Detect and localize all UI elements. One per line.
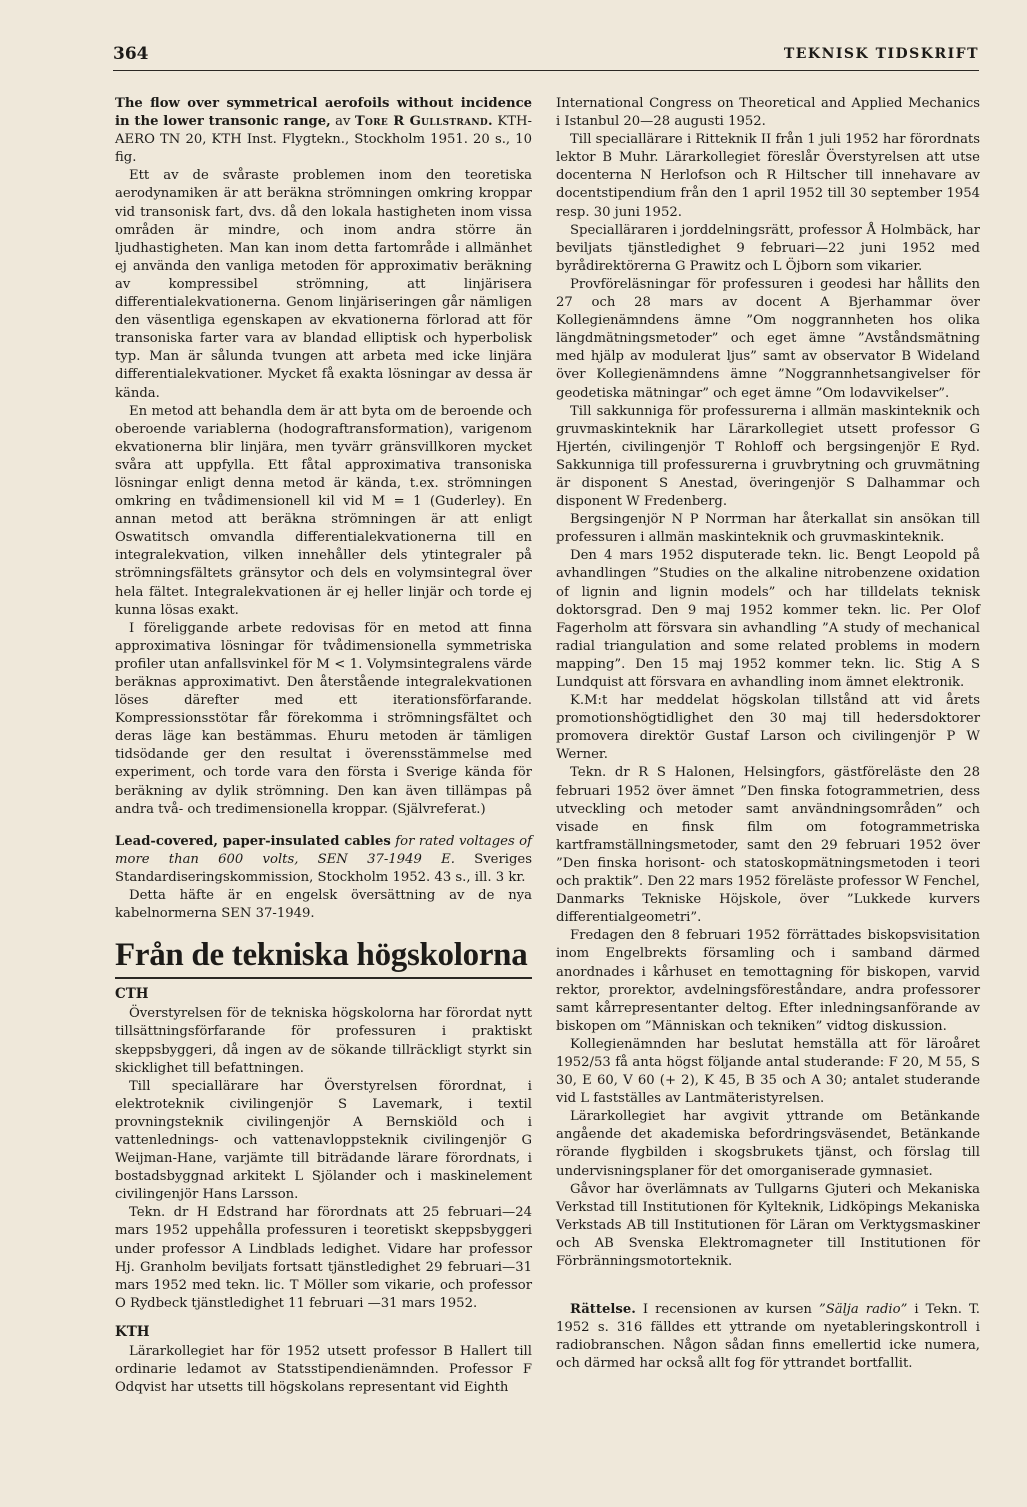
- kth-paragraph-3: Specialläraren i jorddelningsrätt, professor Å Holmbäck, har beviljats tjänstledighet 9 februari—22 juni 1952 med byrådirektörerna G Prawitz och L Öjborn som vikarier.: [556, 222, 980, 274]
- review-cables-paragraph: Detta häfte är en engelsk översättning av de nya kabelnormerna SEN 37-1949.: [115, 888, 532, 922]
- section-rule: [115, 977, 532, 979]
- kth-paragraph-11: Kollegienämnden har beslutat hemställa att för läroåret 1952/53 få anta högst följande antal studerande: F 20, M 55, S 30, E 60, V 60 (+ 2), K 45, B 35 och A 30; antalet studerande vid L fastställes av Lantmäteristyrelsen.: [556, 1036, 980, 1107]
- kth-paragraph-13: Gåvor har överlämnats av Tullgarns Gjuteri och Mekaniska Verkstad till Institutionen för Kylteknik, Lidköpings Mekaniska Verkstads AB till Institutionen för Läran om Verktygsmaskiner och AB Svenska Elektromagneter till Institutionen för Förbränningsmotorteknik.: [556, 1181, 980, 1269]
- review-aerofoils-paragraph-2: En metod att behandla dem är att byta om de beroende och oberoende variablerna (hodograftransformation), varigenom ekvationerna blir linjära, men tyvärr gränsvillkoren mycket svåra att uppfylla. Ett fåtal approximativa transoniska lösningar enligt denna metod är kända, t.ex. strömningen omkring en tvådimensionell kil vid M = 1 (Guderley). En annan metod att beräkna strömningen är att enligt Oswatitsch omvandla differentialekvationerna till en integralekvation, vilken innehåller dels ytintegraler på strömningsfältets gränsytor och dels en volymsintegral över hela fältet. Integralekvationen är ej heller linjär och torde ej kunna lösas exakt.: [115, 403, 532, 618]
- review-cables-ref: Sveriges Standardiseringskommission, Stockholm 1952. 43 s., ill. 3 kr.: [115, 851, 532, 885]
- review-cables-heading: [115, 833, 532, 887]
- section-title: Från de tekniska högskolorna: [115, 937, 528, 974]
- cth-heading: CTH: [115, 986, 149, 1003]
- correction-text-pre: I recensionen av kursen: [642, 1302, 812, 1318]
- cth-paragraph-1: Överstyrelsen för de tekniska högskolorna har förordat nytt tillsättningsförfarande för professuren i praktiskt skeppsbyggeri, då ingen av de sökande tillräckligt styrkt sin skicklighet till befattningen.: [115, 1006, 532, 1076]
- cth-paragraph-3: Tekn. dr H Edstrand har förordnats att 25 februari—24 mars 1952 uppehålla professuren i teoretiskt skeppsbyggeri under professor A Lindblads ledighet. Vidare har professor Hj. Granholm beviljats fortsatt tjänstledighet 29 februari—31 mars 1952 med tekn. lic. T Möller som vikarie, och professor O Rydbeck tjänstledighet 11 februari —31 mars 1952.: [115, 1205, 532, 1311]
- kth-paragraph-8: K.M:t har meddelat högskolan tillstånd att vid årets promotionshögtidlighet den 30 maj till hedersdoktorer promovera direktör Gustaf Larson och civilingenjör P W Werner.: [556, 693, 980, 763]
- page-number: 364: [113, 44, 149, 64]
- review-aerofoils-ref: KTH-AERO TN 20, KTH Inst. Flygtekn., Stockholm 1951. 20 s., 10 fig.: [115, 114, 532, 166]
- review-cables-title: Lead-covered, paper-insulated cables: [115, 833, 391, 849]
- review-aerofoils-paragraph-3: I föreliggande arbete redovisas för en metod att finna approximativa lösningar för tvådimensionella symmetriska profiler utan anfallsvinkel för M < 1. Volymsintegralens värde beräknas approximativt. Den återstående integralekvationen löses därefter med ett iterationsförfarande. Kompressionsstötar får förekomma i strömningsfältet och deras läge kan bestämmas. Ehuru metoden är tämligen tidsödande ger den resultat i överensstämmelse med experiment, och torde vara den första i Sverige kända för beräkning av dylik strömning. Den kan även tillämpas på andra två- och tredimensionella kroppar. (Självreferat.): [115, 620, 532, 817]
- journal-title: TEKNISK TIDSKRIFT: [783, 46, 979, 62]
- review-aerofoils-author: Tore R Gullstrand.: [354, 114, 493, 130]
- correction-title: ”Sälja radio”: [818, 1302, 908, 1318]
- review-aerofoils-paragraph-1: Ett av de svåraste problemen inom den teoretiska aerodynamiken är att beräkna strömningen omkring kroppar vid transonisk fart, dvs. då den lokala hastigheten inom vissa områden är mindre, och inom andra större än ljudhastigheten. Man kan inom detta fartområde i allmänhet ej använda den vanliga metoden för approximativ beräkning av kompressibel strömning, att linjärisera differentialekvationerna. Genom linjäriseringen går nämligen den väsentliga egenskapen av ekvationerna förlorad att för transoniska farter vara av blandad elliptisk och hyperbolisk typ. Man är sålunda tvungen att arbeta med icke linjära differentialekvationer. Mycket få exakta lösningar av dessa är kända.: [115, 168, 532, 401]
- kth-heading: KTH: [115, 1323, 150, 1340]
- spacer: [556, 1271, 980, 1301]
- left-column: [115, 95, 532, 1397]
- kth-paragraph-2: Till speciallärare i Ritteknik II från 1 juli 1952 har förordnats lektor B Muhr. Lärarkollegiet föreslår Överstyrelsen att utse docenterna N Herlofson och R Hiltscher till innehavare av docentstipendium från den 1 april 1952 till 30 september 1954 resp. 30 juni 1952.: [556, 132, 980, 220]
- review-aerofoils-by: av: [335, 114, 351, 130]
- spacer: [115, 819, 532, 833]
- kth-paragraph-4: Provföreläsningar för professuren i geodesi har hållits den 27 och 28 mars av docent A Bjerhammar över Kollegienämndens ämne ”Om noggrannheten hos olika längdmätningsmetoder” och eget ämne ”Avståndsmätning med hjälp av modulerat ljus” samt av observator B Wideland över Kollegienämndens ämne ”Noggrannhetsangivelser för geodetiska mätningar” och eget ämne ”Om lodavvikelser”.: [556, 276, 980, 401]
- review-cables-title-italic: for rated voltages of more than 600 volts, SEN 37-1949 E.: [115, 833, 532, 867]
- kth-paragraph-9: Tekn. dr R S Halonen, Helsingfors, gästföreläste den 28 februari 1952 över ämnet ”Den finska fotogrammetrien, dess utveckling och metoder samt användningsområden” och visade en finsk film om fotogrammetriska kartframställningsmetoder, samt den 29 februari 1952 över ”Den finska horisont- och statoskopmätningsmetoden i teori och praktik”. Den 22 mars 1952 föreläste professor W Fenchel, Danmarks Tekniske Höjskole, över ”Lukkede kurvers differentialgeometri”.: [556, 765, 980, 926]
- kth-paragraph-5: Till sakkunniga för professurerna i allmän maskinteknik och gruvmaskinteknik har Lärarkollegiet utsett professor G Hjertén, civilingenjör T Rohloff och bergsingenjör E Ryd. Sakkunniga till professurerna i gruvbrytning och gruvmätning är disponent S Anestad, överingenjör S Dalhammar och disponent W Fredenberg.: [556, 403, 980, 510]
- review-aerofoils-title: The flow over symmetrical aerofoils without incidence in the lower transonic range,: [115, 96, 532, 130]
- cth-paragraph-2: Till speciallärare har Överstyrelsen förordnat, i elektroteknik civilingenjör S Lavemark, i textil provningsteknik civilingenjör A Bernskiöld och i vattenlednings- och vattenavloppsteknik civilingenjör G Weijman-Hane, varjämte till biträdande lärare förordnats, i bostadsbyggnad arkitekt L Sjölander och i maskinelement civilingenjör Hans Larsson.: [115, 1078, 532, 1203]
- kth-paragraph-10: Fredagen den 8 februari 1952 förrättades biskopsvisitation inom Engelbrekts församling och i samband därmed anordnades i kårhuset en temottagning för biskopen, varvid rektor, prorektor, avdelningsföreståndare, andra professorer samt kårrepresentanter deltog. Efter inledningsanförande av biskopen om ”Människan och tekniken” vidtog diskussion.: [556, 928, 980, 1034]
- correction-text-post: i Tekn. T. 1952 s. 316 fälldes ett yttrande om nyetableringskontroll i radiobranschen. Någon sådan finns emellertid icke numera, och därmed har också allt fog för yttrandet bortfallit.: [556, 1302, 981, 1372]
- right-column: [556, 95, 980, 1373]
- correction-notice: [556, 1301, 980, 1373]
- kth-paragraph-1: Lärarkollegiet har för 1952 utsett professor B Hallert till ordinarie ledamot av Statsstipendienämnden. Professor F Odqvist har utsetts till högskolans representant vid Eighth: [115, 1344, 532, 1396]
- review-aerofoils-heading: [115, 95, 532, 167]
- page-header: [113, 44, 979, 71]
- kth-continued-paragraph: International Congress on Theoretical and Applied Mechanics i Istanbul 20—28 augusti 1952.: [556, 96, 980, 130]
- kth-paragraph-7: Den 4 mars 1952 disputerade tekn. lic. Bengt Leopold på avhandlingen ”Studies on the alkaline nitrobenzene oxidation of lignin and lignin models” och har tilldelats teknisk doktorsgrad. Den 9 maj 1952 kommer tekn. lic. Per Olof Fagerholm att försvara sin avhandling ”A study of mechanical radial triangulation and some related problems in modern mapping”. Den 15 maj 1952 kommer tekn. lic. Stig A S Lundquist att försvara en avhandling inom ämnet elektronik.: [556, 548, 980, 690]
- correction-label: Rättelse.: [570, 1302, 636, 1318]
- kth-paragraph-12: Lärarkollegiet har avgivit yttrande om Betänkande angående det akademiska befordringsväsendet, Betänkande rörande flygbilden i skogsbrukets tjänst, och förslag till undervisningsplaner för det omorganiserade gymnasiet.: [556, 1109, 980, 1179]
- kth-paragraph-6: Bergsingenjör N P Norrman har återkallat sin ansökan till professuren i allmän maskinteknik och gruvmaskinteknik.: [556, 512, 980, 546]
- spacer: [115, 1313, 532, 1321]
